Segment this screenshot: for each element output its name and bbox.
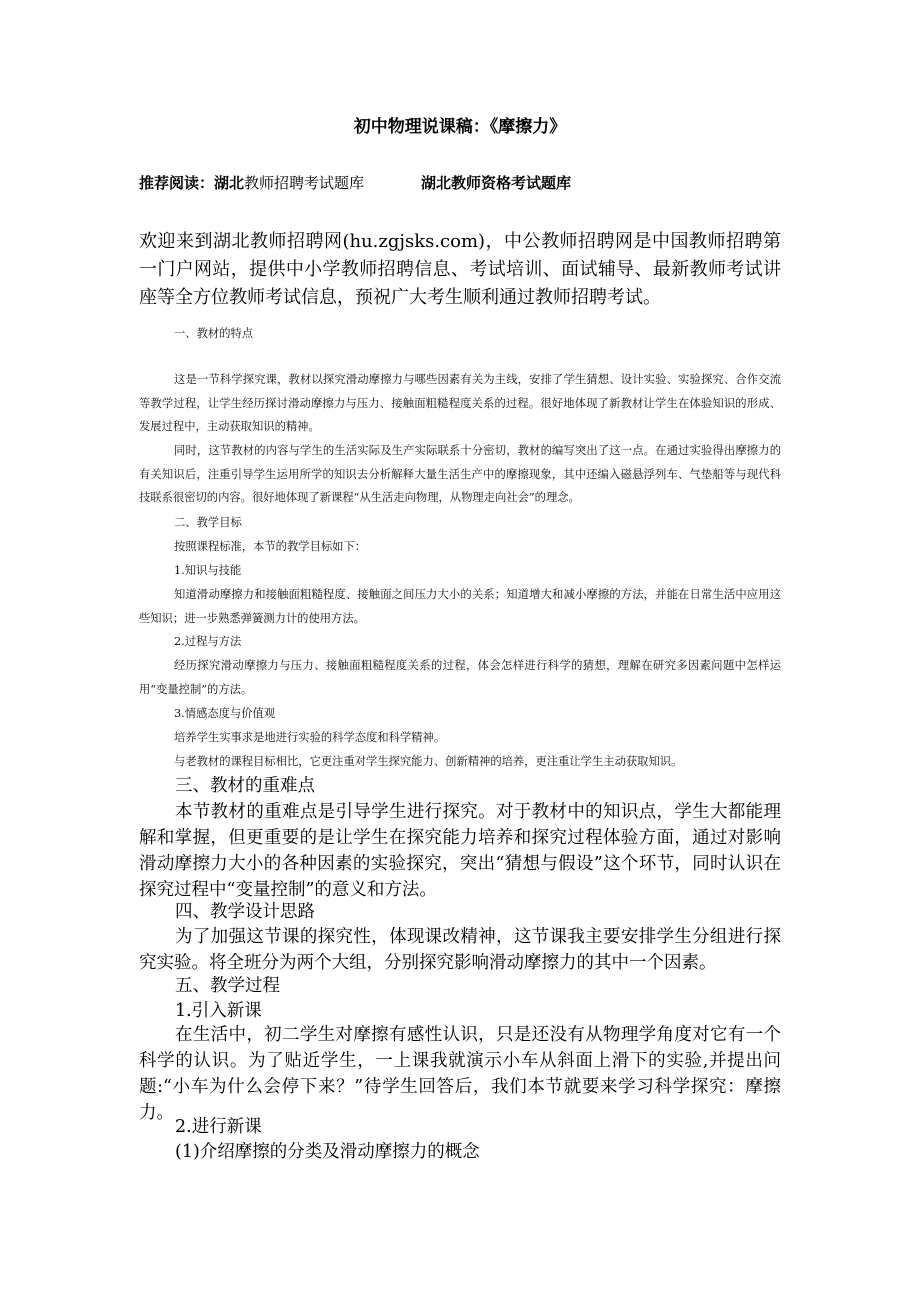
section-heading-teaching-process: 五、教学过程	[175, 976, 280, 996]
subheading-knowledge-skills: 1.知识与技能	[174, 564, 242, 577]
section-heading-design-ideas: 四、教学设计思路	[175, 902, 315, 922]
document-title: 初中物理说课稿：《摩擦力》	[353, 117, 567, 137]
recommend-link-qualification-exam[interactable]: 湖北教师资格考试题库	[421, 174, 572, 192]
subheading-emotion-values: 3.情感态度与价值观	[174, 707, 276, 720]
intro-paragraph: 欢迎来到湖北教师招聘网(hu.zgjsks.com)，中公教师招聘网是中国教师招聘第一门户网站，提供中小学教师招聘信息、考试培训、面试辅导、最新教师考试讲座等全方位教师考试信息，预祝广大考生顺利通过教师招聘考试。	[139, 231, 781, 308]
paragraph-goals-comparison: 与老教材的课程目标相比，它更注重对学生探究能力、创新精神的培养，更注重让学生主动获取知识。	[174, 755, 683, 768]
paragraph-key-points: 本节教材的重难点是引导学生进行探究。对于教材中的知识点，学生大都能理解和掌握，但更重要的是让学生在探究能力培养和探究过程体验方面，通过对影响滑动摩擦力大小的各种因素的实验探究，突出“猜想与假设”这个环节，同时认识在探究过程中“变量控制”的意义和方法。	[139, 802, 781, 900]
recommend-link-hubei-bold[interactable]: 湖北	[214, 174, 245, 192]
paragraph-goals-intro: 按照课程标准，本节的教学目标如下：	[174, 540, 367, 553]
subheading-process-method: 2.过程与方法	[174, 635, 242, 648]
paragraph-emotion-values: 培养学生实事求是地进行实验的科学态度和科学精神。	[174, 731, 446, 744]
paragraph-design-ideas: 为了加强这节课的探究性，体现课改精神，这节课我主要安排学生分组进行探究实验。将全班分为两个大组，分别探究影响滑动摩擦力的其中一个因素。	[139, 927, 781, 973]
recommend-label: 推荐阅读：	[139, 174, 215, 192]
subheading-new-lesson: 2.进行新课	[175, 1117, 262, 1137]
paragraph-process-method: 经历探究滑动摩擦力与压力、接触面粗糙程度关系的过程，体会怎样进行科学的猜想，理解在研究多因素问题中怎样运用“变量控制”的方法。	[139, 659, 781, 696]
paragraph-features-1: 这是一节科学探究课，教材以探究滑动摩擦力与哪些因素有关为主线，安排了学生猜想、设计实验、实验探究、合作交流等教学过程，让学生经历探讨滑动摩擦力与压力、接触面粗糙程度关系的过程。很好地体现了新教材让学生在体验知识的形成、发展过程中，主动获取知识的精神。	[139, 373, 781, 433]
subheading-friction-classification: (1)介绍摩擦的分类及滑动摩擦力的概念	[175, 1142, 480, 1162]
section-heading-teaching-goals: 二、教学目标	[174, 516, 242, 529]
paragraph-knowledge-skills: 知道滑动摩擦力和接触面粗糙程度、接触面之间压力大小的关系；知道增大和减小摩擦的方法，并能在日常生活中应用这些知识；进一步熟悉弹簧测力计的使用方法。	[139, 588, 781, 625]
paragraph-introduce-lesson: 在生活中，初二学生对摩擦有感性认识，只是还没有从物理学角度对它有一个科学的认识。为了贴近学生，一上课我就演示小车从斜面上滑下的实验,并提出问题:“小车为什么会停下来？”待学生回答后，我们本节就要来学习科学探究：摩擦力。	[139, 1025, 781, 1123]
subheading-introduce-lesson: 1.引入新课	[175, 1001, 262, 1021]
section-heading-textbook-features: 一、教材的特点	[174, 327, 254, 340]
section-heading-key-points: 三、教材的重难点	[175, 776, 315, 796]
recommend-link-recruit-exam[interactable]: 教师招聘考试题库	[244, 174, 365, 192]
recommended-reading	[139, 173, 572, 193]
paragraph-features-2: 同时，这节教材的内容与学生的生活实际及生产实际联系十分密切，教材的编写突出了这一点。在通过实验得出摩擦力的有关知识后，注重引导学生运用所学的知识去分析解释大量生活生产中的摩擦现象，其中还编入磁悬浮列车、气垫船等与现代科技联系很密切的内容。很好地体现了新课程“从生活走向物理，从物理走向社会”的理念。	[139, 444, 781, 504]
